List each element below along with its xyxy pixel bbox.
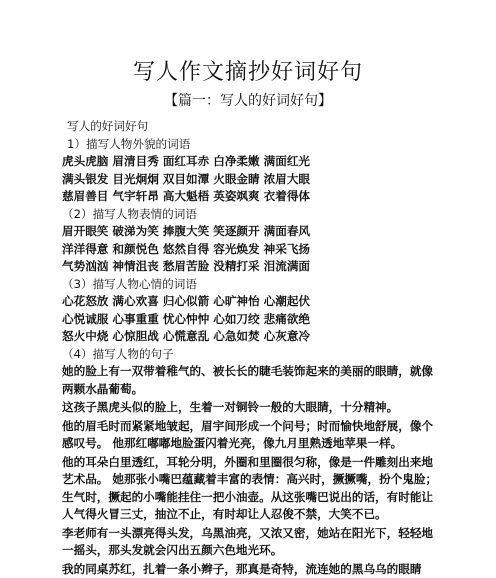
section-heading-expression: （2）描写人物表情的词语 [62, 206, 442, 224]
sentence-paragraph: 我的同桌苏红，扎着一条小辫子，那真是奇特，流连她的黑乌乌的眼睛 [62, 561, 442, 578]
word-line: 眉开眼笑 破涕为笑 捧腹大笑 笑逐颜开 满面春风 [62, 223, 442, 241]
section-heading-mood: （3）描写人物心情的词语 [62, 276, 442, 294]
word-line: 慈眉善目 气宇轩昂 高大魁梧 英姿飒爽 衣着得体 [62, 188, 442, 206]
body-heading: 写人的好词好句 [62, 118, 442, 136]
sentence-paragraph: 他的耳朵白里透红，耳轮分明，外圈和里圈很匀称，像是一件雕刻出来地艺术品。 她那张小嘴巴蕴藏着丰富的表情：高兴时，撅撅嘴，扮个鬼脸；生气时，撅起的小嘴能挂住一把小油壶。从这张嘴巴说出的话，有时能让人气得火冒三丈，抽泣不止，有时却让人忍俊不禁，大笑不已。 [62, 454, 442, 524]
word-line: 心悦诚服 心事重重 忧心忡忡 心如刀绞 悲痛欲绝 [62, 311, 442, 329]
document-subtitle: 【篇一：写人的好词好句】 [0, 92, 496, 110]
word-line: 洋洋得意 和颜悦色 悠然自得 容光焕发 神采飞扬 [62, 241, 442, 259]
section-heading-appearance: 1）描写人物外貌的词语 [62, 136, 442, 154]
word-line: 怒火中烧 心惊胆战 心慌意乱 心急如焚 心灰意冷 [62, 328, 442, 346]
word-line: 虎头虎脑 眉清目秀 面红耳赤 白净柔嫩 满面红光 [62, 153, 442, 171]
document-body [62, 118, 442, 578]
word-line: 气势汹汹 神情沮丧 愁眉苦脸 没精打采 泪流满面 [62, 258, 442, 276]
document-title: 写人作文摘抄好词好句 [0, 58, 496, 88]
sentence-paragraph: 他的眉毛时而紧紧地皱起，眉宇间形成一个问号；时而愉快地舒展，像个感叹号。 他那红嘟嘟地脸蛋闪着光亮，像九月里熟透地苹果一样。 [62, 418, 442, 453]
section-heading-sentences: （4）描写人物的句子 [62, 346, 442, 364]
sentence-paragraph: 李老师有一头漂亮得头发，乌黑油亮，又浓又密，她站在阳光下，轻轻地一摇头，那头发就会闪出五颜六色地光环。 [62, 525, 442, 560]
word-line: 心花怒放 满心欢喜 归心似箭 心旷神怡 心潮起伏 [62, 293, 442, 311]
sentence-paragraph: 这孩子黑虎头似的脸上，生着一对铜铃一般的大眼睛，十分精神。 [62, 399, 442, 417]
word-line: 满头银发 目光炯炯 双目如潭 火眼金睛 浓眉大眼 [62, 171, 442, 189]
sentence-paragraph: 她的脸上有一双带着稚气的、被长长的睫毛装饰起来的美丽的眼睛，就像两颗水晶葡萄。 [62, 363, 442, 398]
